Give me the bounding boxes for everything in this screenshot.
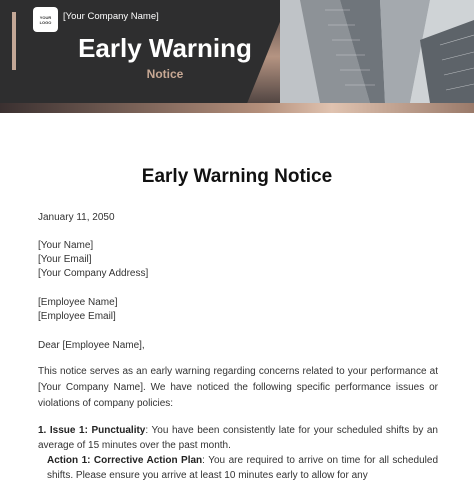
sender-email: [Your Email]: [38, 254, 92, 265]
logo-text: YOUR LOGO: [39, 14, 52, 25]
company-name: [Your Company Name]: [63, 11, 159, 22]
date: January 11, 2050: [38, 212, 115, 223]
action-1-label: Action 1: Corrective Action Plan: [47, 455, 203, 466]
banner-title: Early Warning: [78, 33, 252, 63]
issue-1-text: : You have been consistently late for your scheduled shifts by an average of 15 minutes over the past month.: [38, 425, 438, 451]
company-logo: [33, 7, 58, 32]
action-1-text: : You are required to arrive on time for all scheduled shifts. Please ensure you arrive at least 10 minutes early to allow for any: [47, 455, 439, 481]
banner-accent-bar: [0, 103, 474, 113]
employee-name: [Employee Name]: [38, 297, 118, 308]
action-1: [47, 453, 438, 483]
employee-email: [Employee Email]: [38, 311, 116, 322]
issue-1-label: 1. Issue 1: Punctuality: [38, 425, 146, 436]
buildings-photo: [280, 0, 474, 103]
document-title: Early Warning Notice: [141, 166, 333, 187]
issue-1: [38, 423, 438, 453]
sender-address: [Your Company Address]: [38, 268, 149, 279]
intro-paragraph: This notice serves as an early warning regarding concerns related to your performance at [Your Company Name]. We have noticed the following specific performance issues or violations of company policies:: [38, 366, 438, 409]
banner-subtitle: Notice: [146, 67, 184, 81]
salutation: Dear [Employee Name],: [38, 340, 145, 351]
sender-name: [Your Name]: [38, 240, 94, 251]
accent-stripe: [12, 12, 16, 70]
header-banner: [0, 0, 474, 113]
